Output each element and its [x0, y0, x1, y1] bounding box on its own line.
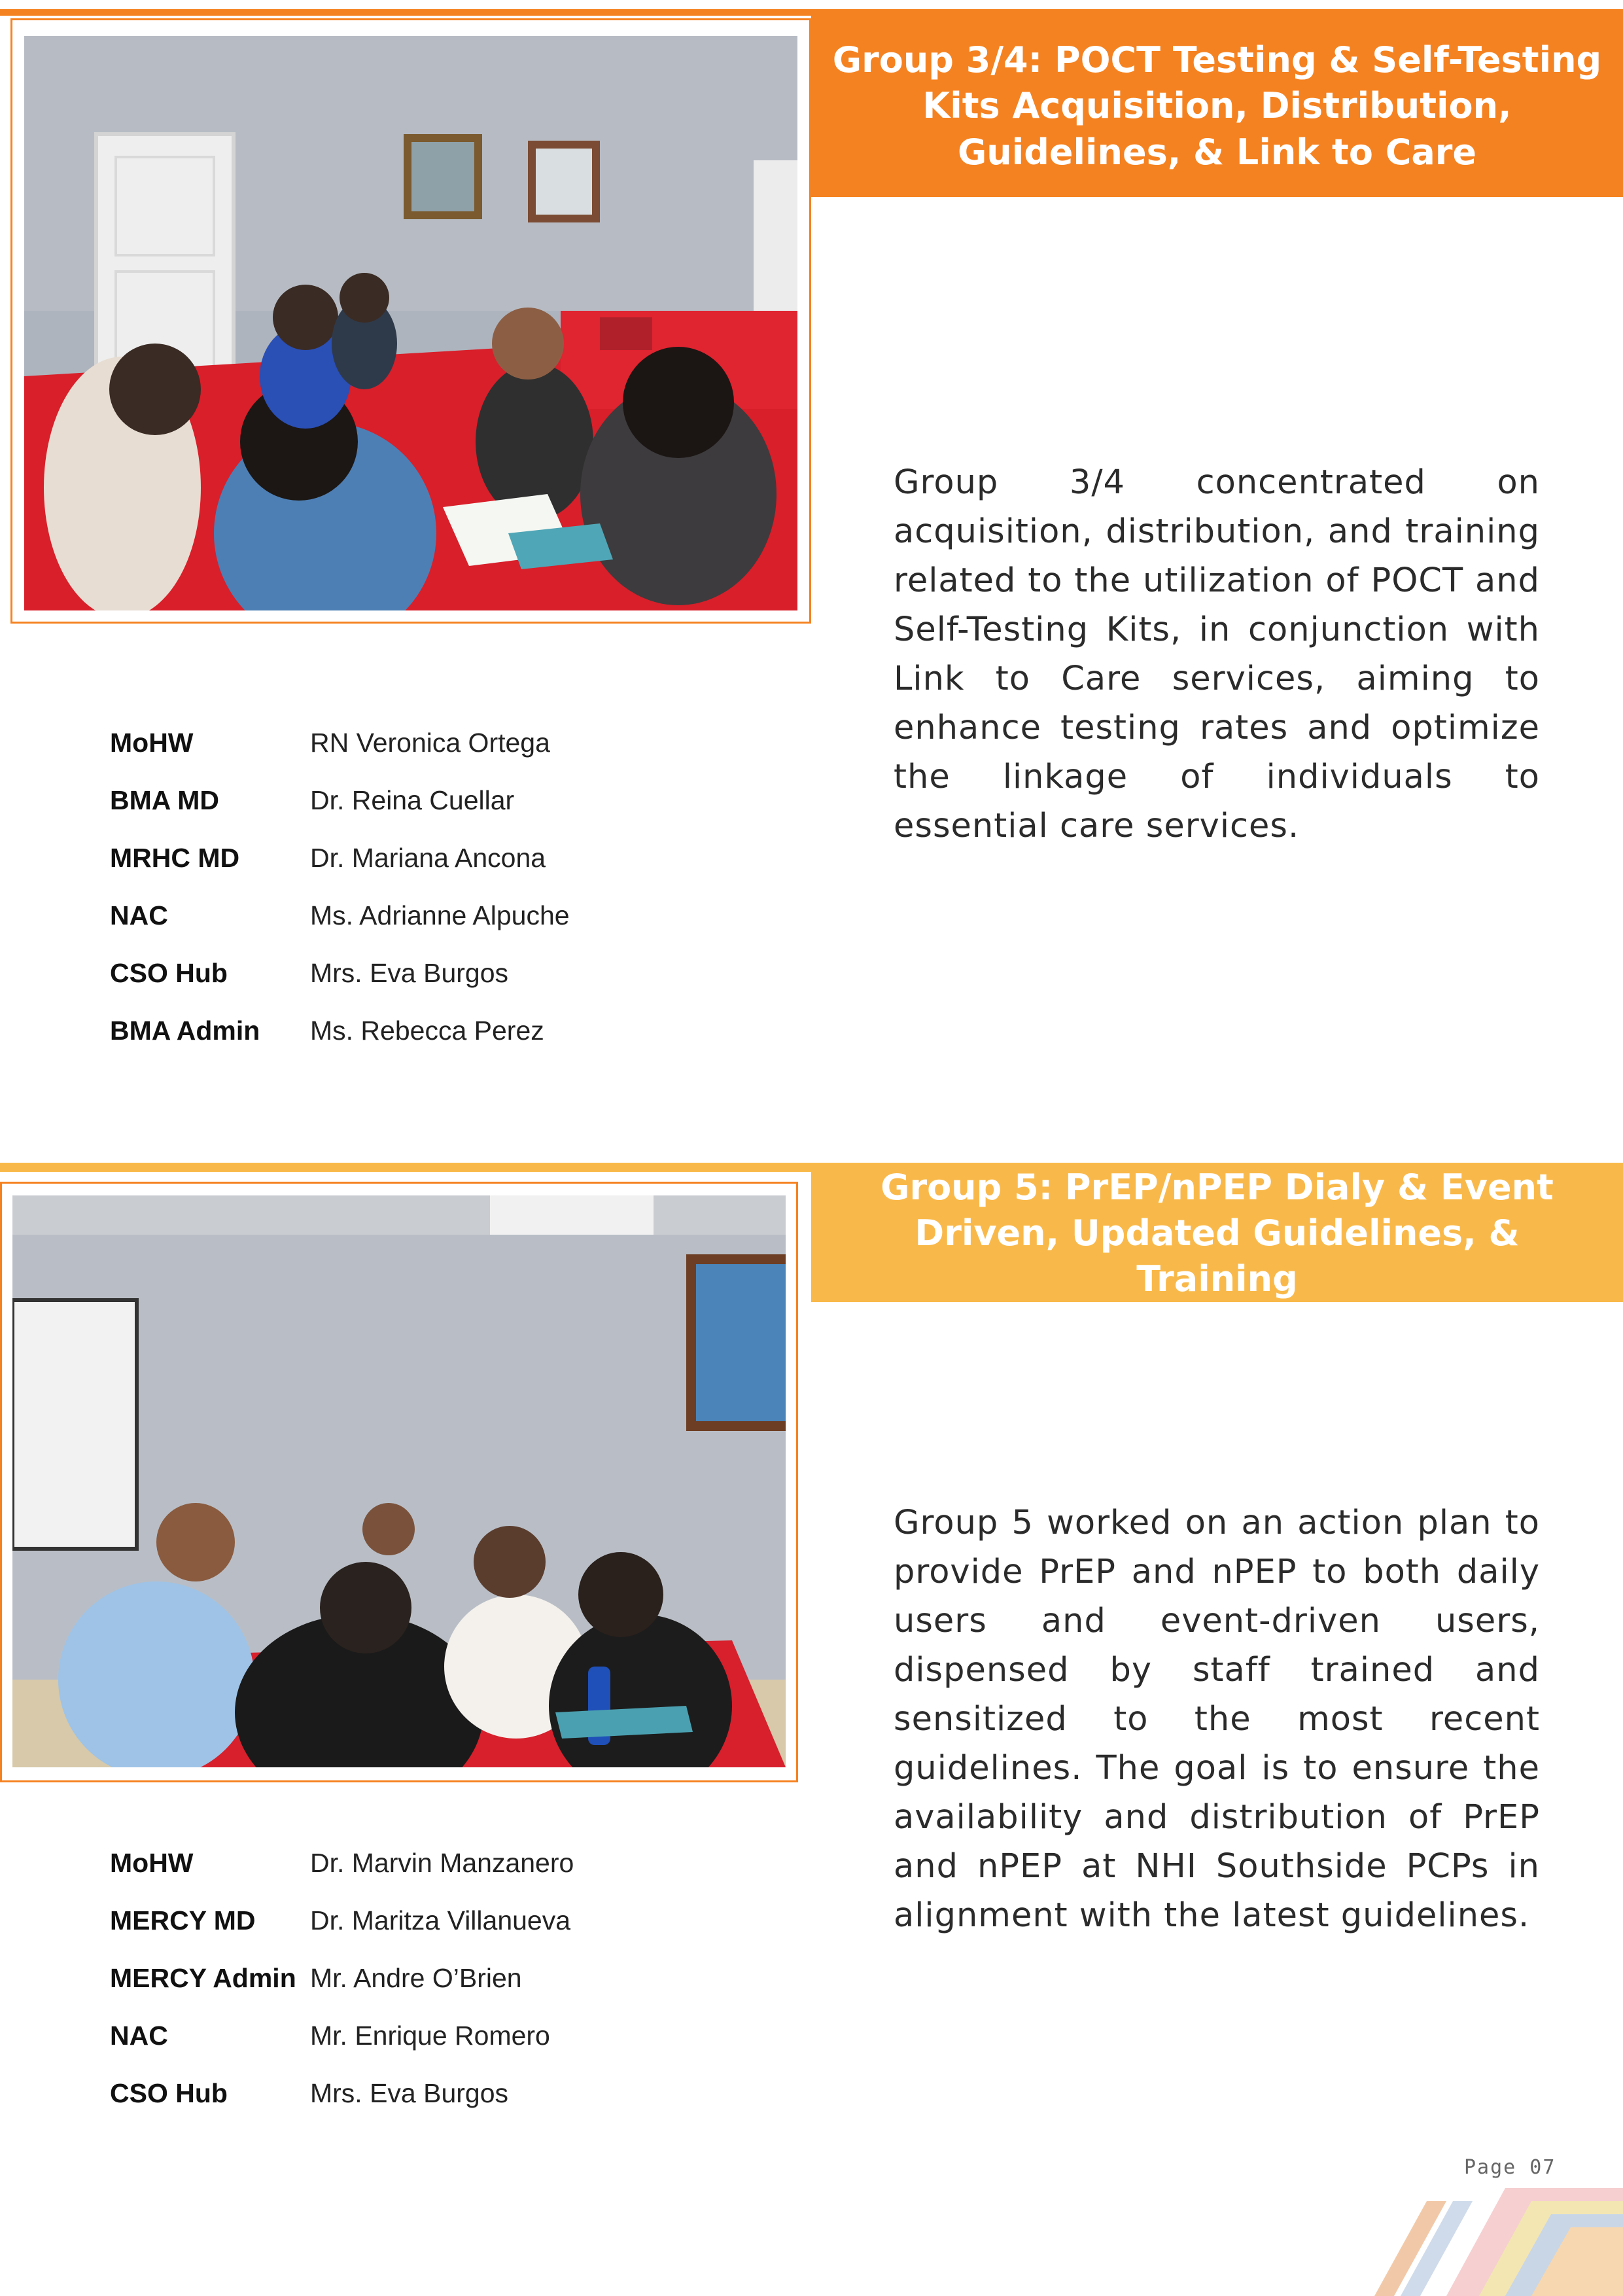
participant-name: Mrs. Eva Burgos: [310, 2078, 509, 2108]
participant-name: Mr. Andre O’Brien: [310, 1963, 522, 1993]
top-accent-line: [0, 9, 1623, 16]
group-3-4-meeting-photo: [24, 36, 797, 610]
participant-org: MERCY MD: [110, 1905, 256, 1935]
group-3-4-photo-frame: [10, 18, 811, 624]
participant-name: Dr. Maritza Villanueva: [310, 1905, 571, 1935]
page-number: Page 07: [1464, 2156, 1556, 2179]
participant-name: Mr. Enrique Romero: [310, 2021, 550, 2051]
group-5-description: Group 5 worked on an action plan to provide PrEP and nPEP to both daily users and event-driven users, dispensed by staff trained and sensitized to the most recent guidelines. The goal is to ensure the availability and distribution of PrEP and nPEP at NHI Southside PCPs in alignment with the latest guidelines.: [894, 1504, 1540, 1935]
participant-org: MoHW: [110, 1848, 194, 1878]
group-3-4-description: Group 3/4 concentrated on acquisition, distribution, and training related to the utilization of POCT and Self-Testing Kits, in conjunction with Link to Care services, aiming to enhance testing rates and optimize the linkage of individuals to essential care services.: [894, 463, 1540, 845]
participant-name: Ms. Adrianne Alpuche: [310, 900, 570, 930]
participant-org: CSO Hub: [110, 2078, 228, 2108]
participant-org: BMA Admin: [110, 1016, 260, 1046]
participant-org: BMA MD: [110, 785, 220, 815]
participant-name: Mrs. Eva Burgos: [310, 958, 509, 988]
participant-org: MoHW: [110, 728, 194, 758]
participant-name: Dr. Reina Cuellar: [310, 785, 515, 815]
group-5-title-text: Group 5: PrEP/nPEP Dialy & Event Driven, Updated Guidelines, & Training: [881, 1166, 1554, 1300]
participant-name: Dr. Marvin Manzanero: [310, 1848, 574, 1878]
participant-name: RN Veronica Ortega: [310, 728, 550, 758]
participant-org: NAC: [110, 2021, 168, 2051]
participant-org: MERCY Admin: [110, 1963, 296, 1993]
participant-org: NAC: [110, 900, 168, 930]
group-3-4-title-text: Group 3/4: POCT Testing & Self-Testing Kits Acquisition, Distribution, Guidelines, & Link to Care: [832, 39, 1602, 173]
group-5-meeting-photo: [12, 1195, 786, 1767]
participant-name: Dr. Mariana Ancona: [310, 843, 546, 873]
group-5-photo-frame: [0, 1182, 798, 1782]
group-3-4-title: [811, 16, 1623, 197]
participant-name: Ms. Rebecca Perez: [310, 1016, 544, 1046]
decorative-corner-stripes: [1374, 2188, 1623, 2296]
group-5-title: [811, 1165, 1623, 1302]
participant-org: MRHC MD: [110, 843, 240, 873]
participant-org: CSO Hub: [110, 958, 228, 988]
